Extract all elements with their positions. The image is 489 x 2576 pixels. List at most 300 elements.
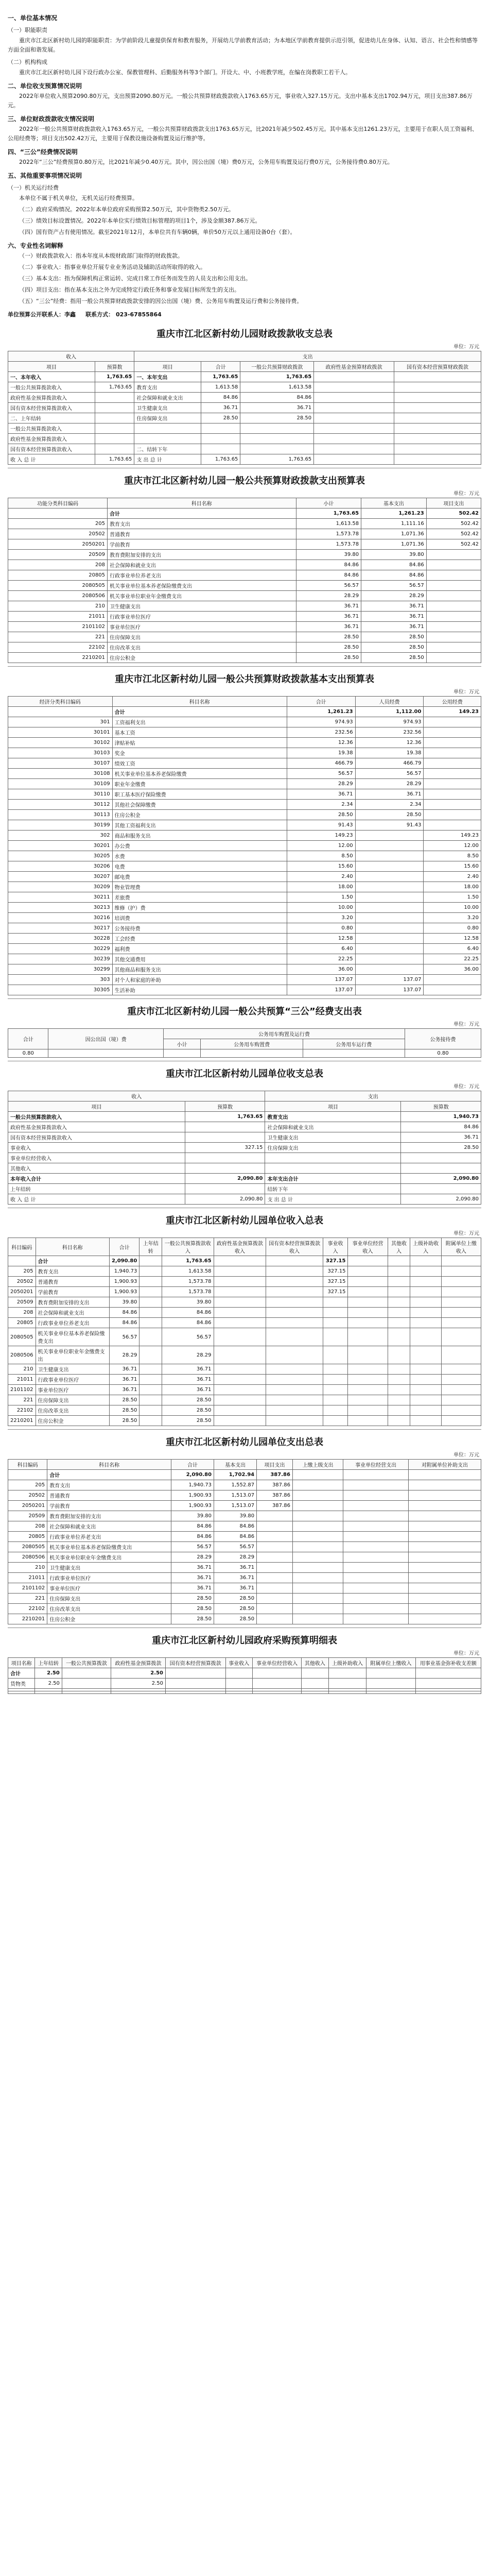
table-cell [343,1583,409,1594]
table-cell [8,509,108,519]
table-row [8,1604,481,1614]
table-cell [388,1375,410,1385]
section-paragraph: （二）政府采购情况。2022年本单位政府采购预算2.50万元，其中货物类2.50万元。 [19,206,234,213]
table-cell: 21011 [8,1573,47,1583]
table-cell: 19.38 [355,748,424,758]
table-cell [165,1679,225,1689]
table-cell [348,1405,388,1416]
table-cell [323,1385,348,1395]
table-cell [355,964,424,975]
table-cell: 30101 [8,727,113,738]
table-cell: 28.50 [214,1614,257,1624]
table-row [8,612,481,622]
table1 [8,351,481,465]
table-cell: 2.40 [287,872,355,882]
table-cell: 1,900.93 [171,1490,214,1501]
table7-title: 重庆市江北区新村幼儿园单位支出总表 [166,1437,323,1448]
table-cell: 232.56 [287,727,355,738]
table-cell: 56.57 [361,581,427,591]
table-cell [408,1480,481,1490]
table-row [8,892,481,903]
table-cell [314,444,394,454]
table-cell: 10.00 [424,903,481,913]
table-cell: 30228 [8,934,113,944]
table-cell [410,1318,441,1328]
table-cell: 住房保障支出 [47,1594,171,1604]
table-cell: 事业单位医疗 [36,1385,109,1395]
table-cell [394,403,481,413]
table-cell [408,1521,481,1532]
table-cell [426,612,481,622]
table-cell: 36.00 [287,964,355,975]
table-cell [424,820,481,831]
table-cell: 卫生健康支出 [108,601,296,612]
table-row [8,923,481,934]
column-header: 小计 [296,498,361,509]
table-cell [292,1573,343,1583]
table-cell [441,1375,481,1385]
table-cell [388,1385,410,1395]
table-cell [355,831,424,841]
table-cell: 30109 [8,779,113,789]
table-cell: 2.50 [35,1679,62,1689]
table-cell: 2080506 [8,1346,36,1364]
table-cell: 电费 [112,861,287,872]
table-cell [265,1163,401,1174]
contact-line [8,310,481,319]
table-cell [410,1266,441,1277]
table-cell: 20509 [8,1511,47,1521]
table-row [8,1297,481,1308]
table1-title: 重庆市江北区新村幼儿园财政拨款收支总表 [156,329,333,340]
table-cell [139,1297,162,1308]
table-cell [348,1297,388,1308]
table-cell: 28.50 [162,1405,214,1416]
table-row [8,1184,481,1194]
table-cell [139,1308,162,1318]
table-cell: 28.50 [361,632,427,642]
table-cell: 2050201 [8,1501,47,1511]
table-cell [424,758,481,769]
table-cell: 1,613.58 [201,382,240,393]
table-cell [343,1573,409,1583]
section-paragraph: （四）项目支出：指在基本支出之外为完成特定行政任务和事业发展目标所发生的支出。 [19,286,240,293]
table-cell: 28.50 [109,1395,139,1405]
table-cell [62,1679,111,1689]
table-cell [214,1375,266,1385]
table-cell: 1,763.65 [201,372,240,382]
table-cell [426,570,481,581]
table-cell: 货物类 [8,1679,35,1689]
table-cell [441,1277,481,1287]
t4-car-buy-header: 公务用车购置费 [201,1039,303,1049]
section-paragraph: （五）“三公”经费：指用一般公共预算财政拨款安排的因公出国（境）费、公务用车购置及运行费和公务接待费。 [19,298,303,304]
table-cell [366,1679,415,1689]
table-cell: 327.15 [323,1287,348,1297]
table-cell: 36.71 [171,1573,214,1583]
table-cell: 36.71 [171,1563,214,1573]
table-cell: 28.50 [361,642,427,653]
table5-unit: 单位：万元 [453,1084,479,1090]
table-cell [424,789,481,800]
table-cell [441,1256,481,1266]
table-cell [441,1364,481,1375]
table-cell: 1,763.65 [95,454,134,465]
table-cell [410,1277,441,1287]
column-header: 项目 [8,1101,185,1112]
table-cell: 84.86 [162,1308,214,1318]
table-row [8,1480,481,1490]
table-cell [408,1614,481,1624]
column-header: 公用经费 [424,697,481,707]
table-row [8,1521,481,1532]
table-cell [424,727,481,738]
table-cell [410,1256,441,1266]
table-cell: 208 [8,1521,47,1532]
table-cell [426,591,481,601]
column-header: 预算数 [95,362,134,372]
table-cell: 84.86 [240,393,314,403]
table-cell: 住房改革支出 [108,642,296,653]
table-cell [424,810,481,820]
table-cell: 232.56 [355,727,424,738]
table-cell: 56.57 [214,1542,257,1552]
table-cell: 56.57 [109,1328,139,1346]
table-cell [355,903,424,913]
section-heading: 三、单位财政拨款收支情况说明 [8,115,95,123]
table-cell: 机关事业单位职业年金缴费支出 [36,1346,109,1364]
table-cell: 1,613.58 [240,382,314,393]
table-cell [348,1277,388,1287]
table-cell: 学前教育 [47,1501,171,1511]
table-cell [266,1308,323,1318]
table-cell: 974.93 [355,717,424,727]
table-cell: 住房保障支出 [36,1395,109,1405]
column-header: 其他收入 [302,1658,328,1668]
table-cell [408,1542,481,1552]
table-cell: 12.00 [424,841,481,851]
table-cell: 政府性基金预算拨款收入 [8,393,95,403]
table-cell [355,923,424,934]
table-cell: 公务接待费 [112,923,287,934]
table-cell [426,642,481,653]
column-header: 基本支出 [214,1460,257,1470]
table-cell [348,1287,388,1297]
table-cell [314,434,394,444]
table-row [8,1143,481,1153]
table-cell [139,1385,162,1395]
expense-group-header: 支出 [134,351,481,362]
table-cell: 15.60 [287,861,355,872]
table-cell: 28.50 [162,1416,214,1426]
table-row [8,1049,481,1058]
column-header: 合计 [109,1238,139,1256]
table-cell: 28.29 [214,1552,257,1563]
table-cell: 本年支出合计 [265,1174,401,1184]
table-cell: 36.71 [162,1385,214,1395]
table-cell: 1,573.78 [162,1277,214,1287]
table-cell [343,1480,409,1490]
contact-phone: 023-67855864 [116,311,162,318]
table-cell [314,393,394,403]
table-cell: 28.29 [287,779,355,789]
table-row [8,717,481,727]
table-cell: 学前教育 [36,1287,109,1297]
column-header: 事业单位经营收入 [348,1238,388,1256]
table-cell: 28.29 [296,591,361,601]
section-subheading: （一）职能职责 [8,27,47,33]
table-cell: 2.34 [287,800,355,810]
table-cell: 387.86 [257,1480,293,1490]
table-cell: 机关事业单位职业年金缴费支出 [108,591,296,601]
table8-title: 重庆市江北区新村幼儿园政府采购预算明细表 [152,1635,337,1646]
table-row [8,1287,481,1297]
table-cell: 1,940.73 [109,1266,139,1277]
table-cell: 36.71 [214,1583,257,1594]
table-cell: 1,763.65 [162,1256,214,1266]
table-cell: 机关事业单位基本养老保险缴费支出 [108,581,296,591]
column-header: 功能分类科目编码 [8,498,108,509]
table-cell: 36.71 [401,1132,481,1143]
table-cell [323,1346,348,1364]
table-cell: 行政事业单位医疗 [108,612,296,622]
table-cell [355,944,424,954]
table-cell: 36.71 [296,601,361,612]
table-cell [266,1287,323,1297]
table-cell: 对个人和家庭的补助 [112,975,287,985]
table-cell [139,1256,162,1266]
table-row [8,831,481,841]
table-cell [408,1594,481,1604]
column-header: 国有资本经营预算财政拨款 [394,362,481,372]
table-cell: 20805 [8,1318,36,1328]
table-cell: 84.86 [201,393,240,403]
table-cell: 1,513.07 [214,1501,257,1511]
table-row [8,1470,481,1480]
table-cell [355,861,424,872]
column-header: 上缴上级支出 [292,1460,343,1470]
table-row [8,851,481,861]
table-cell: 39.80 [162,1297,214,1308]
table-cell [62,1668,111,1679]
table-cell [441,1405,481,1416]
table6-unit: 单位：万元 [453,1231,479,1236]
table-cell: 差旅费 [112,892,287,903]
table-cell [348,1364,388,1375]
table-row [8,1266,481,1277]
column-header: 政府性基金预算拨款收入 [214,1238,266,1256]
section-heading: 六、专业性名词解释 [8,242,64,249]
table-cell: 2.34 [355,800,424,810]
table-row [8,560,481,570]
table-cell: 6.40 [287,944,355,954]
table-cell [292,1480,343,1490]
table-cell: 2101102 [8,1385,36,1395]
table-cell: 支 出 总 计 [134,454,201,465]
table-cell: 327.15 [323,1277,348,1287]
table-cell: 1,940.73 [401,1112,481,1122]
table-cell: 社会保障和就业支出 [36,1308,109,1318]
table-cell: 84.86 [109,1308,139,1318]
table-cell: 205 [8,1480,47,1490]
table-cell [348,1308,388,1318]
table-cell [214,1405,266,1416]
table-cell [266,1277,323,1287]
table-cell: 维修（护）费 [112,903,287,913]
table-cell [348,1416,388,1426]
table-cell [388,1346,410,1364]
table-cell: 12.36 [287,738,355,748]
table-cell: 合计 [8,1668,35,1679]
table-row [8,985,481,995]
divider [8,1429,481,1430]
table-cell: 教育支出 [36,1266,109,1277]
table-cell: 387.86 [257,1470,293,1480]
section-paragraph: 重庆市江北区新村幼儿园下设行政办公室、保教管理科、后勤服务科等3个部门。开设大、中、小班教学班，在编在岗教职工若干人。 [19,69,351,76]
table-cell: 502.42 [426,509,481,519]
table-cell [302,1691,328,1694]
table-cell: 84.86 [361,570,427,581]
table-row [8,1346,481,1364]
table-row [8,434,481,444]
table-cell [214,1256,266,1266]
table-cell [139,1318,162,1328]
column-header: 其他收入 [388,1238,410,1256]
table-cell [314,413,394,423]
table-cell [292,1470,343,1480]
table-cell [366,1691,415,1694]
table-cell [302,1679,328,1689]
table-cell: 30299 [8,964,113,975]
table-cell [410,1346,441,1364]
text-sections [8,13,481,306]
divider [8,998,481,999]
table-cell: 行政事业单位养老支出 [108,570,296,581]
table-cell: 20805 [8,570,108,581]
table-cell [355,882,424,892]
column-header: 事业单位经营支出 [343,1460,409,1470]
table-cell [257,1532,293,1542]
table-row [8,800,481,810]
table-cell: 津贴补贴 [112,738,287,748]
table-cell [408,1470,481,1480]
table-cell [394,372,481,382]
table-cell: 30201 [8,841,113,851]
table-cell: 137.07 [355,975,424,985]
table-row [8,372,481,382]
table-cell: 12.00 [287,841,355,851]
table-cell: 教育费附加安排的支出 [108,550,296,560]
table-cell [292,1521,343,1532]
table-cell [314,454,394,465]
table-cell [292,1501,343,1511]
table-cell: 36.71 [296,622,361,632]
table-cell: 2101102 [8,622,108,632]
table-cell: 社会保障和就业支出 [47,1521,171,1532]
table-cell: 56.57 [355,769,424,779]
table-cell: 30229 [8,944,113,954]
table-cell [343,1511,409,1521]
table-cell: 28.50 [171,1604,214,1614]
table-cell: 149.23 [287,831,355,841]
table-row [8,581,481,591]
table-cell [292,1604,343,1614]
table-cell: 36.71 [287,789,355,800]
table-cell [348,1346,388,1364]
table-cell: 合计 [36,1256,109,1266]
table-row [8,1328,481,1346]
table-cell: 221 [8,632,108,642]
table-cell: 28.29 [162,1346,214,1364]
table-cell: 39.80 [109,1297,139,1308]
table-cell: 3.20 [287,913,355,923]
table-cell [394,393,481,403]
table-row [8,1668,481,1679]
table-cell [394,413,481,423]
table-cell [214,1318,266,1328]
table-cell: 84.86 [171,1532,214,1542]
table-cell: 30110 [8,789,113,800]
table-cell: 22.25 [287,954,355,964]
table-cell [426,632,481,642]
table-cell: 30206 [8,861,113,872]
table-cell: 2210201 [8,1614,47,1624]
table-cell [214,1385,266,1395]
table-cell: 28.29 [109,1346,139,1364]
t5-expense-header: 支出 [265,1091,481,1101]
table-cell [35,1691,62,1694]
table-cell [266,1364,323,1375]
table-cell: 502.42 [426,539,481,550]
table-cell [408,1604,481,1614]
table3 [8,696,481,995]
table-row [8,622,481,632]
table-cell: 30199 [8,820,113,831]
table-cell [410,1375,441,1385]
table-cell: 2080506 [8,591,108,601]
table-cell: 其他社会保障缴费 [112,800,287,810]
table4-unit: 单位：万元 [453,1022,479,1027]
table-cell [314,403,394,413]
table-cell: 137.07 [287,975,355,985]
t4-total-header: 合计 [8,1029,48,1049]
table-cell: 结转下年 [265,1184,401,1194]
table4 [8,1028,481,1058]
table-cell: 2,090.80 [185,1174,265,1184]
table-cell: 商品和服务支出 [112,831,287,841]
table-cell: 137.07 [287,985,355,995]
table-cell [408,1563,481,1573]
column-header: 科目名称 [112,697,287,707]
table-row [8,1122,481,1132]
table-row [8,509,481,519]
table-cell [388,1297,410,1308]
table-row [8,758,481,769]
table-cell: 其他交通费用 [112,954,287,964]
table-cell [266,1416,323,1426]
section-paragraph: （三）基本支出：指为保障机构正常运转、完成日常工作任务而发生的人员支出和公用支出。 [19,275,251,282]
table-cell [292,1583,343,1594]
table-cell [252,1679,301,1689]
table-cell: 国有资本经营预算拨款收入 [8,403,95,413]
table-cell [139,1416,162,1426]
table-cell: 2,090.80 [401,1174,481,1184]
table-cell [292,1542,343,1552]
table-cell: 普通教育 [108,529,296,539]
section-paragraph: （四）国有资产占有使用情况。截至2021年12月，本单位共有车辆0辆，单价50万元以上通用设备0台（套）。 [19,229,296,235]
table-cell [214,1395,266,1405]
table-cell [95,413,134,423]
